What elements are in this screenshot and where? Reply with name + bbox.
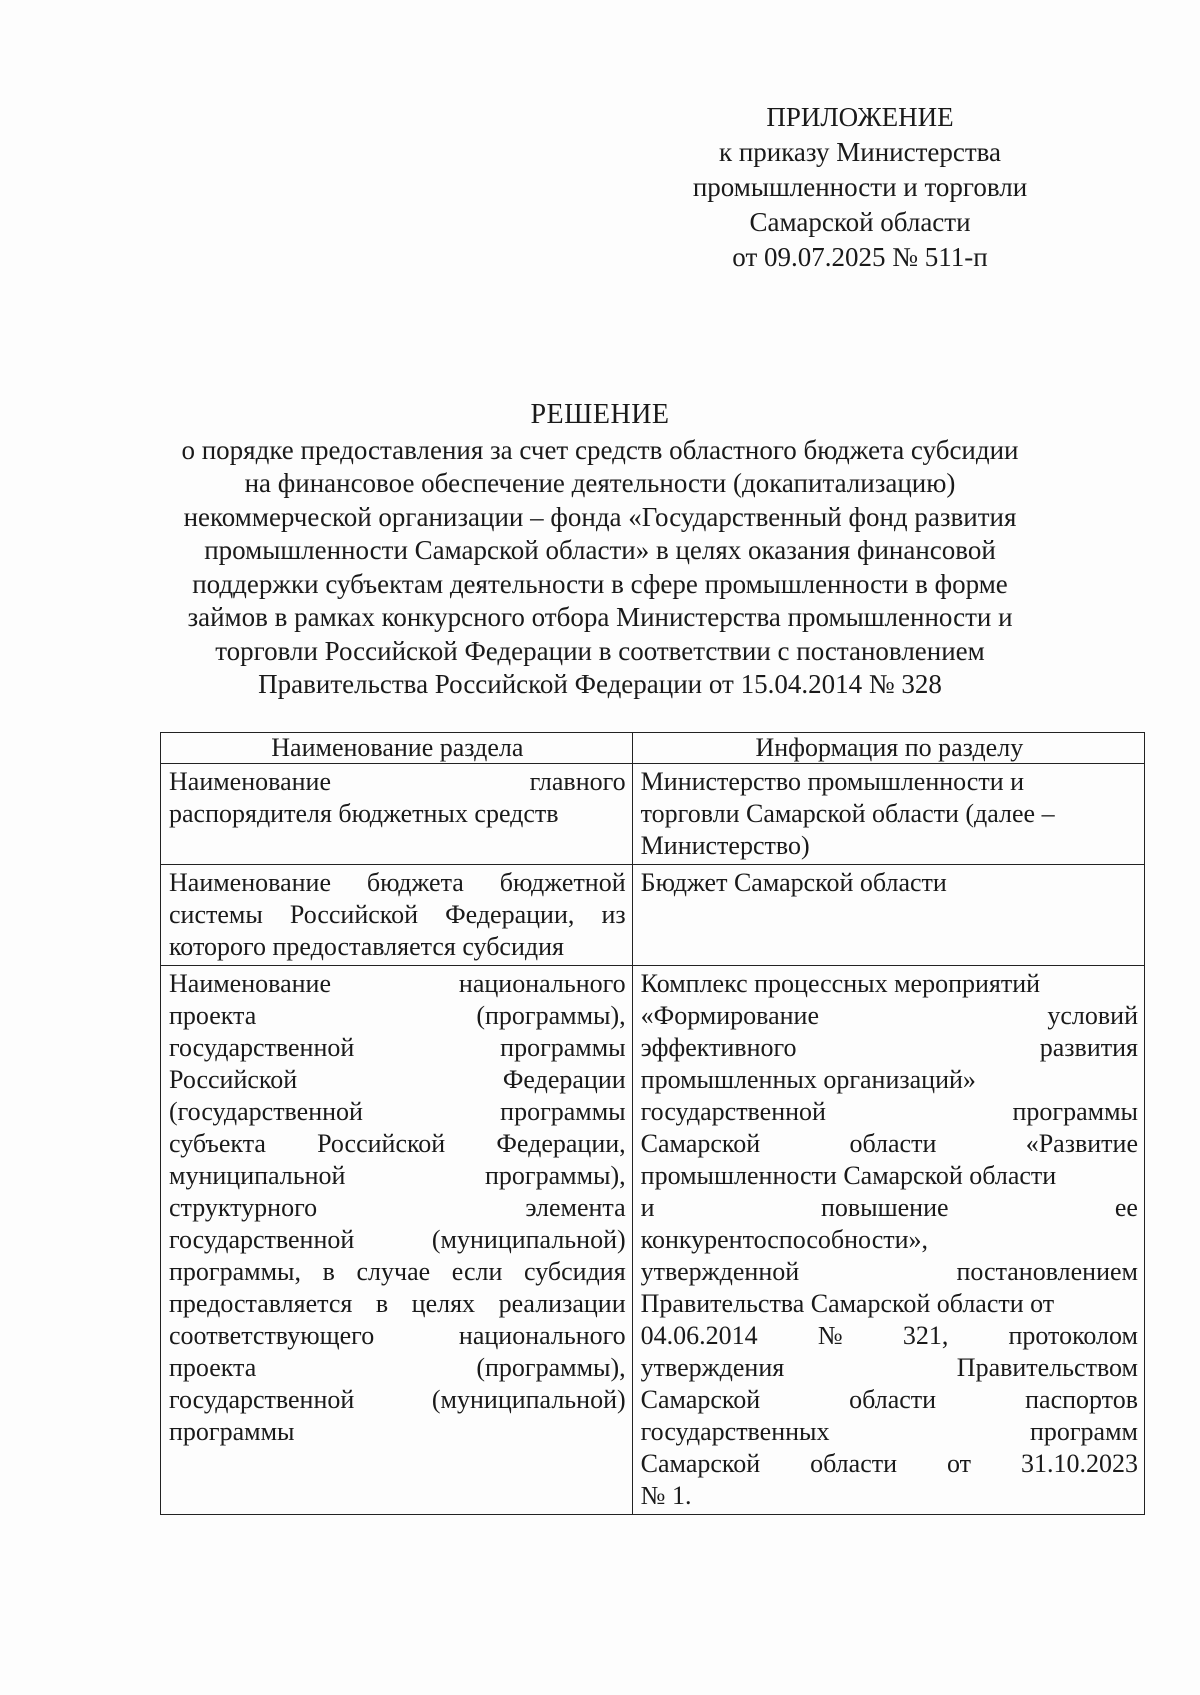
cell-line: № 1. bbox=[640, 1481, 692, 1510]
cell-word: Российской bbox=[317, 1129, 446, 1158]
cell-word: соответствующего bbox=[169, 1321, 375, 1350]
info-table bbox=[160, 732, 1145, 1515]
cell-word: программы bbox=[500, 1097, 626, 1126]
cell-word: национального bbox=[458, 1321, 626, 1350]
cell-word: ее bbox=[1114, 1193, 1138, 1222]
cell-line: Министерство промышленности и bbox=[640, 767, 1025, 796]
cell-line bbox=[169, 1384, 626, 1416]
cell-word: бюджетной bbox=[499, 868, 626, 897]
cell-line bbox=[169, 1192, 626, 1224]
cell-word: повышение bbox=[820, 1193, 949, 1222]
table-row bbox=[161, 966, 1145, 1515]
cell-word: № bbox=[817, 1321, 843, 1350]
cell-line: промышленных организаций» bbox=[640, 1065, 976, 1094]
decision-subtitle-line: торговли Российской Федерации в соответствии с постановлением bbox=[215, 635, 985, 666]
cell-word: программы bbox=[500, 1033, 626, 1062]
table-cell-left bbox=[161, 865, 633, 966]
decision-subtitle-line: о порядке предоставления за счет средств областного бюджета субсидии bbox=[181, 434, 1019, 465]
cell-word: Наименование bbox=[169, 969, 331, 998]
table-row bbox=[161, 764, 1145, 865]
cell-word: проекта bbox=[169, 1001, 257, 1030]
cell-line bbox=[169, 766, 626, 798]
table-header-section-info: Информация по разделу bbox=[632, 733, 1144, 764]
decision-heading bbox=[150, 398, 1050, 702]
cell-line: программы bbox=[169, 1417, 295, 1446]
cell-word: (программы), bbox=[476, 1353, 626, 1382]
cell-line: конкурентоспособности», bbox=[640, 1225, 929, 1254]
cell-line: Бюджет Самарской области bbox=[640, 868, 947, 897]
table-cell-left bbox=[161, 966, 633, 1515]
cell-word: условий bbox=[1047, 1001, 1138, 1030]
cell-word: национального bbox=[458, 969, 626, 998]
cell-word: государственной bbox=[169, 1033, 355, 1062]
decision-subtitle-line: некоммерческой организации – фонда «Государственный фонд развития bbox=[183, 501, 1017, 532]
cell-word: проекта bbox=[169, 1353, 257, 1382]
cell-word: Наименование bbox=[169, 868, 331, 897]
cell-word: программ bbox=[1029, 1417, 1138, 1446]
appendix-header bbox=[650, 100, 1070, 275]
cell-line bbox=[169, 1256, 626, 1288]
appendix-line: Самарской области bbox=[749, 207, 971, 237]
cell-word: Самарской bbox=[640, 1385, 761, 1414]
cell-word: структурного bbox=[169, 1193, 318, 1222]
cell-word: Наименование bbox=[169, 767, 331, 796]
cell-word: области bbox=[810, 1449, 898, 1478]
cell-word: из bbox=[601, 900, 626, 929]
cell-line bbox=[169, 1320, 626, 1352]
cell-line: Комплекс процессных мероприятий bbox=[640, 969, 1041, 998]
cell-line: Министерство) bbox=[640, 831, 810, 860]
cell-line bbox=[641, 1256, 1138, 1288]
cell-word: (программы), bbox=[476, 1001, 626, 1030]
cell-word: программы), bbox=[485, 1161, 626, 1190]
cell-line bbox=[169, 1096, 626, 1128]
cell-word: элемента bbox=[525, 1193, 626, 1222]
cell-word: «Формирование bbox=[640, 1001, 820, 1030]
cell-word: субъекта bbox=[169, 1129, 266, 1158]
cell-line bbox=[169, 1032, 626, 1064]
decision-subtitle-line: на финансовое обеспечение деятельности (докапитализацию) bbox=[244, 468, 956, 498]
cell-word: протоколом bbox=[1008, 1321, 1138, 1350]
cell-line: торговли Самарской области (далее – bbox=[640, 799, 1055, 828]
cell-line bbox=[169, 1128, 626, 1160]
cell-word: эффективного bbox=[640, 1033, 797, 1062]
cell-word: (муниципальной) bbox=[431, 1225, 626, 1254]
cell-word: Самарской bbox=[640, 1129, 761, 1158]
cell-word: утверждения bbox=[640, 1353, 785, 1382]
cell-line: Правительства Самарской области от bbox=[640, 1289, 1055, 1318]
cell-word: предоставляется bbox=[169, 1289, 353, 1318]
cell-word: и bbox=[640, 1193, 655, 1222]
appendix-date-number: от 09.07.2025 № 511-п bbox=[732, 242, 988, 272]
cell-word: субсидия bbox=[524, 1257, 626, 1286]
table-cell-right bbox=[632, 966, 1144, 1515]
appendix-line: промышленности и торговли bbox=[692, 172, 1028, 202]
cell-word: государственной bbox=[169, 1225, 355, 1254]
decision-title: РЕШЕНИЕ bbox=[530, 399, 670, 430]
cell-word: в bbox=[375, 1289, 389, 1318]
cell-word: если bbox=[451, 1257, 503, 1286]
cell-line bbox=[641, 1096, 1138, 1128]
cell-word: государственной bbox=[640, 1097, 826, 1126]
cell-line bbox=[169, 1352, 626, 1384]
decision-subtitle-line: поддержки субъектам деятельности в сфере промышленности в форме bbox=[192, 568, 1008, 599]
table-cell-left bbox=[161, 764, 633, 865]
table-row bbox=[161, 865, 1145, 966]
cell-word: в bbox=[322, 1257, 335, 1286]
cell-word: программы bbox=[1012, 1097, 1138, 1126]
cell-word: «Развитие bbox=[1025, 1129, 1138, 1158]
cell-line: которого предоставляется субсидия bbox=[169, 932, 564, 961]
cell-word: бюджета bbox=[366, 868, 464, 897]
cell-line bbox=[169, 1288, 626, 1320]
cell-word: области bbox=[849, 1385, 937, 1414]
cell-word: 04.06.2014 bbox=[640, 1321, 758, 1350]
cell-word: системы bbox=[169, 900, 263, 929]
cell-word: целях bbox=[411, 1289, 476, 1318]
cell-line bbox=[641, 1448, 1138, 1480]
cell-word: паспортов bbox=[1025, 1385, 1138, 1414]
cell-word: Федерации bbox=[502, 1065, 626, 1094]
table-header-row bbox=[161, 733, 1145, 764]
cell-word: Правительством bbox=[956, 1353, 1138, 1382]
cell-word: государственной bbox=[169, 1385, 355, 1414]
cell-word: Самарской bbox=[640, 1449, 761, 1478]
cell-word: от bbox=[946, 1449, 972, 1478]
table-header-section-name: Наименование раздела bbox=[161, 733, 633, 764]
decision-subtitle-line: промышленности Самарской области» в целях оказания финансовой bbox=[204, 535, 996, 565]
cell-line bbox=[641, 1128, 1138, 1160]
cell-line: промышленности Самарской области bbox=[640, 1161, 1057, 1190]
table-cell-right bbox=[632, 865, 1144, 966]
cell-word: (государственной bbox=[169, 1097, 363, 1126]
cell-line bbox=[641, 1352, 1138, 1384]
cell-word: области bbox=[849, 1129, 937, 1158]
cell-word: развития bbox=[1039, 1033, 1138, 1062]
appendix-line: к приказу Министерства bbox=[718, 137, 1002, 167]
cell-word: случае bbox=[356, 1257, 431, 1286]
appendix-title: ПРИЛОЖЕНИЕ bbox=[766, 102, 954, 132]
cell-word: реализации bbox=[498, 1289, 626, 1318]
cell-word: Российской bbox=[169, 1065, 298, 1094]
decision-subtitle-line: займов в рамках конкурсного отбора Министерства промышленности и bbox=[187, 602, 1013, 632]
cell-word: главного bbox=[529, 767, 626, 796]
cell-word: государственных bbox=[640, 1417, 830, 1446]
cell-word: (муниципальной) bbox=[431, 1385, 626, 1414]
table-body bbox=[161, 764, 1145, 1515]
cell-word: муниципальной bbox=[169, 1161, 346, 1190]
cell-line bbox=[169, 968, 626, 1000]
cell-word: программы, bbox=[169, 1257, 301, 1286]
cell-line bbox=[169, 899, 626, 931]
cell-word: 31.10.2023 bbox=[1020, 1449, 1138, 1478]
cell-line: распорядителя бюджетных средств bbox=[169, 799, 559, 828]
cell-line bbox=[641, 1192, 1138, 1224]
cell-word: утвержденной bbox=[640, 1257, 800, 1286]
decision-subtitle-line: Правительства Российской Федерации от 15.04.2014 № 328 bbox=[258, 669, 942, 699]
cell-line bbox=[641, 1384, 1138, 1416]
cell-line bbox=[169, 867, 626, 899]
cell-line bbox=[641, 1416, 1138, 1448]
cell-line bbox=[641, 1032, 1138, 1064]
table-cell-right bbox=[632, 764, 1144, 865]
cell-word: Федерации, bbox=[496, 1129, 626, 1158]
cell-line bbox=[169, 1224, 626, 1256]
cell-word: 321, bbox=[902, 1321, 949, 1350]
cell-line bbox=[641, 1320, 1138, 1352]
cell-word: Российской bbox=[289, 900, 419, 929]
cell-line bbox=[169, 1000, 626, 1032]
cell-line bbox=[169, 1064, 626, 1096]
cell-line bbox=[641, 1000, 1138, 1032]
cell-word: Федерации, bbox=[445, 900, 575, 929]
cell-line bbox=[169, 1160, 626, 1192]
cell-word: постановлением bbox=[956, 1257, 1138, 1286]
